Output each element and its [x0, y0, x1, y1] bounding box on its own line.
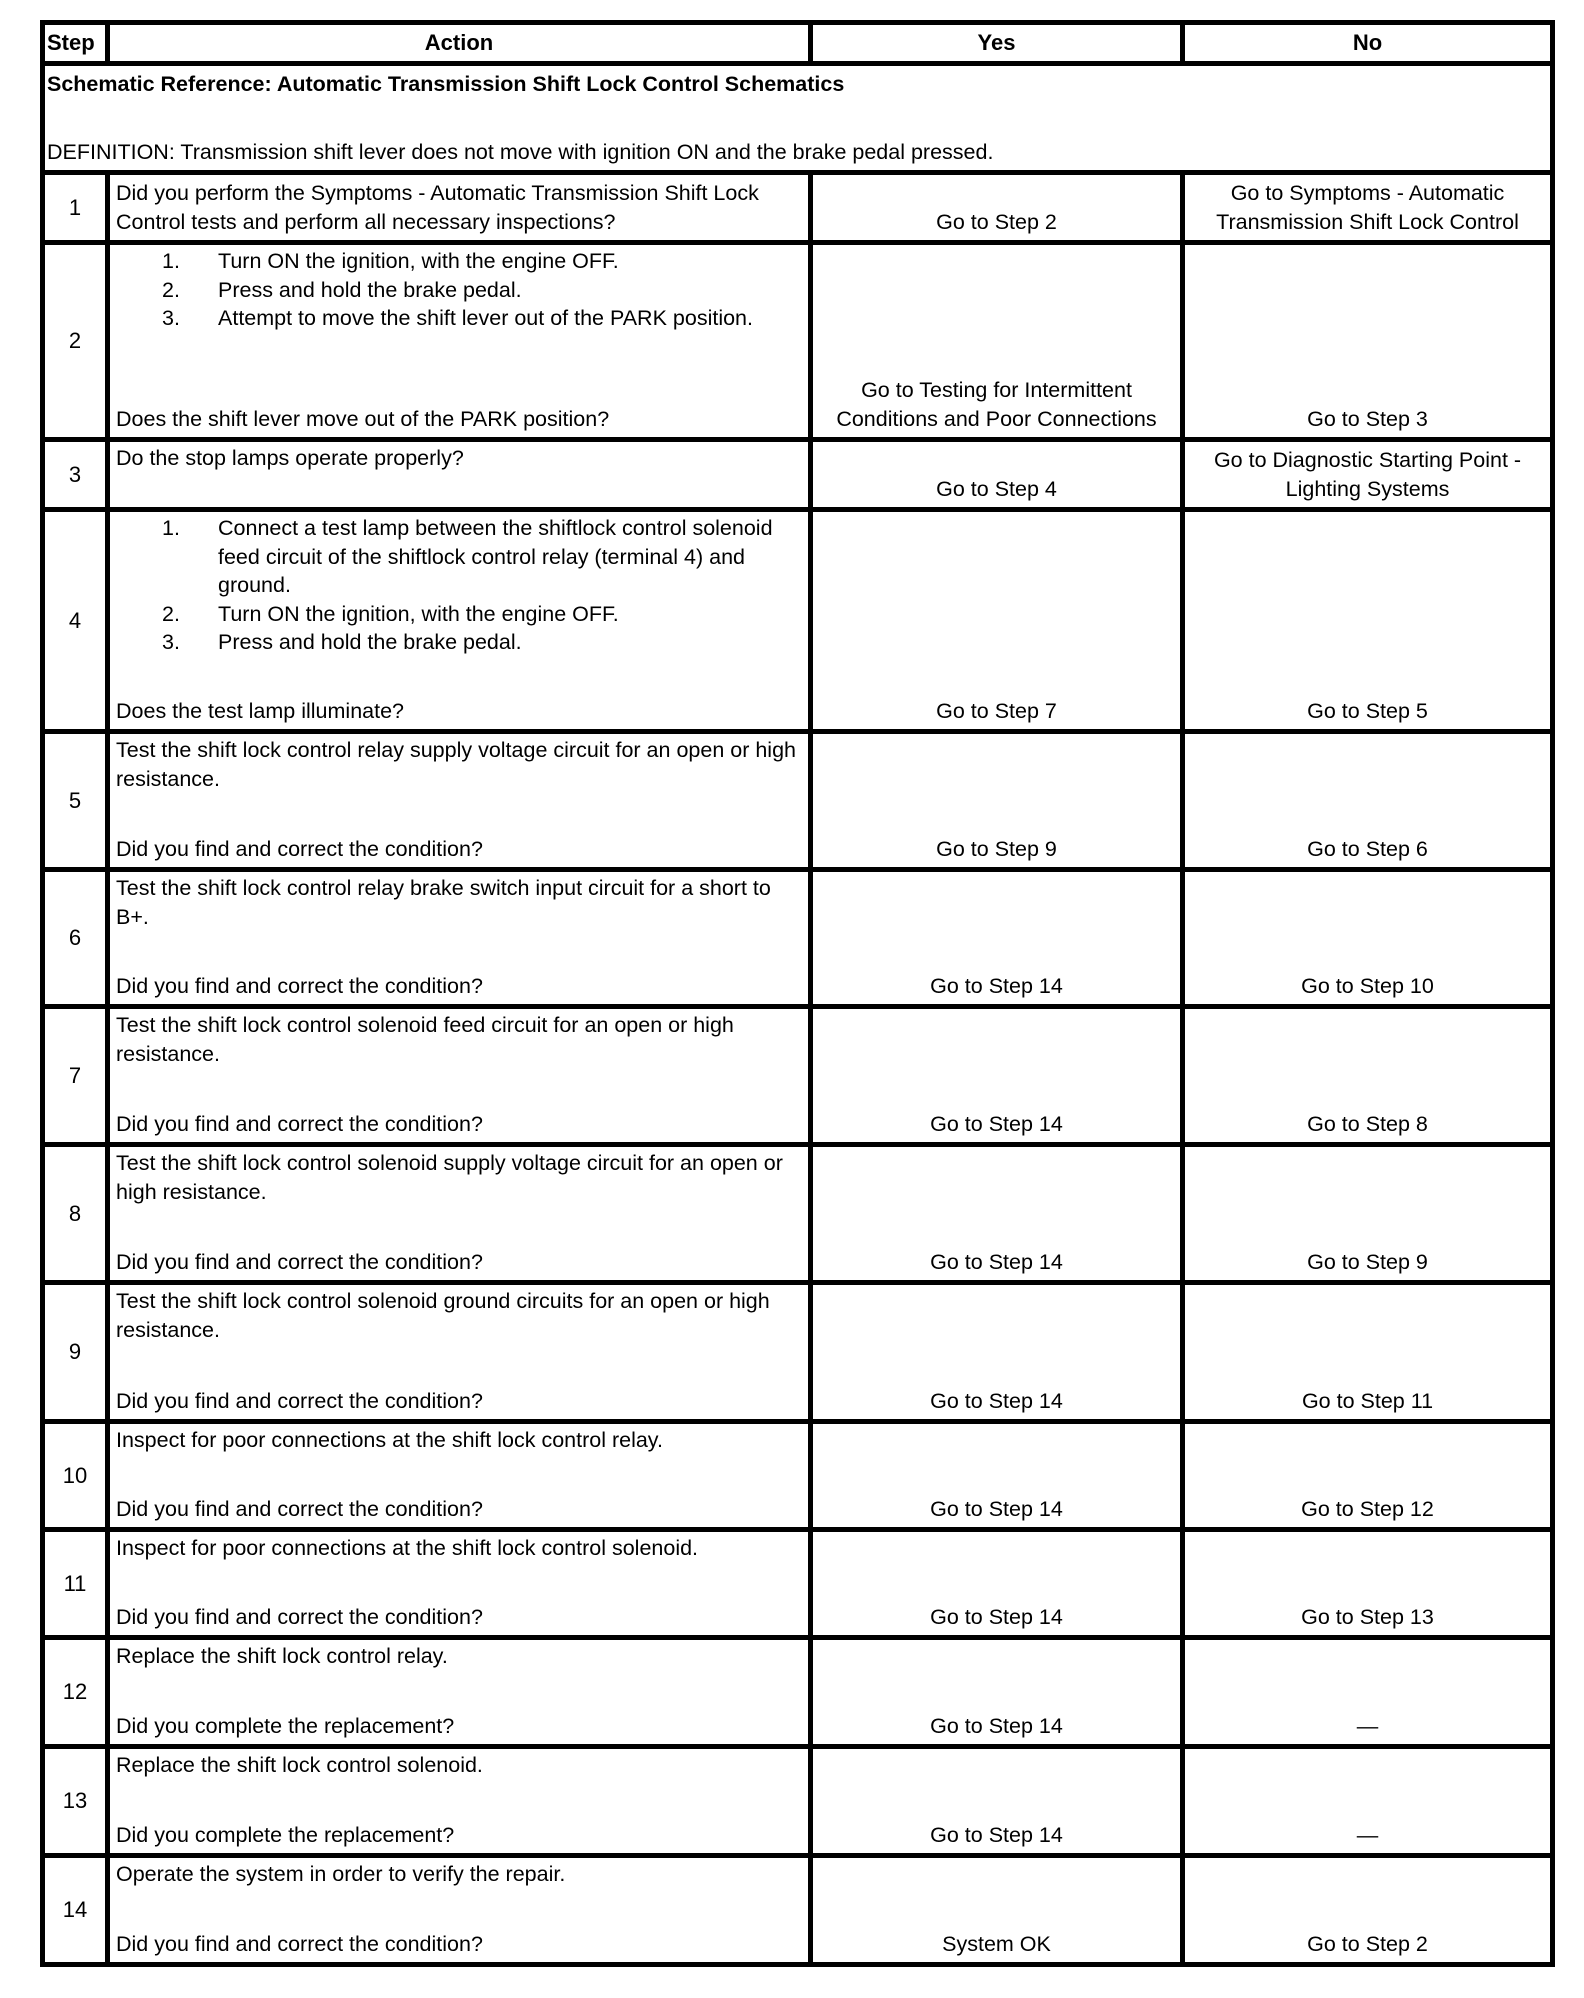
header-no: No	[1180, 20, 1555, 66]
list-text: Turn ON the ignition, with the engine OFF.	[218, 249, 619, 273]
yes-cell	[808, 1853, 1185, 1967]
list-number: 3.	[162, 306, 180, 330]
action-question: Did you find and correct the condition?	[116, 973, 483, 998]
no-result: Go to Diagnostic Starting Point - Lighting Systems	[1213, 448, 1522, 501]
step-number: 1	[68, 194, 82, 220]
yes-cell	[808, 437, 1185, 512]
step-number: 8	[68, 1200, 82, 1226]
no-result: Go to Step 9	[1307, 1249, 1428, 1274]
action-cell	[105, 1419, 813, 1532]
action-question: Did you complete the replacement?	[116, 1713, 455, 1738]
step-number: 7	[68, 1062, 82, 1088]
yes-cell	[808, 240, 1185, 442]
no-result: Go to Step 13	[1301, 1604, 1434, 1629]
action-step-item	[116, 304, 802, 333]
action-question: Did you complete the replacement?	[116, 1822, 455, 1847]
step-number: 13	[62, 1788, 88, 1813]
no-cell	[1180, 1635, 1555, 1749]
step-number: 5	[68, 787, 82, 813]
step-number-cell	[40, 1419, 110, 1532]
action-instruction: Test the shift lock control solenoid feed circuit for an open or high resistance.	[116, 1013, 734, 1066]
action-cell	[105, 170, 813, 245]
action-step-item	[116, 514, 802, 600]
yes-result: Go to Step 14	[930, 1249, 1063, 1274]
yes-result: Go to Step 4	[936, 476, 1057, 501]
action-cell	[105, 1744, 813, 1858]
no-result: Go to Step 12	[1301, 1496, 1434, 1521]
action-question: Did you find and correct the condition?	[116, 1388, 483, 1413]
action-question: Did you find and correct the condition?	[116, 1931, 483, 1956]
no-result: Go to Step 3	[1307, 406, 1428, 431]
action-instruction: Replace the shift lock control relay.	[116, 1644, 448, 1668]
action-cell	[105, 1142, 813, 1285]
step-number-cell	[40, 240, 110, 442]
list-number: 2.	[162, 601, 180, 626]
action-question: Did you find and correct the condition?	[116, 1111, 483, 1136]
step-number-cell	[40, 1280, 110, 1424]
no-cell	[1180, 240, 1555, 442]
action-body	[116, 736, 802, 793]
action-body	[116, 1642, 802, 1671]
step-number-cell	[40, 437, 110, 512]
step-number: 2	[68, 328, 82, 353]
yes-result: Go to Step 9	[936, 836, 1057, 861]
yes-cell	[808, 867, 1185, 1009]
no-result: Go to Step 10	[1301, 973, 1434, 998]
action-cell	[105, 729, 813, 872]
definition-text: DEFINITION: Transmission shift lever does not move with ignition ON and the brake pedal pressed.	[47, 140, 994, 164]
action-instruction: Replace the shift lock control solenoid.	[116, 1753, 483, 1777]
step-number: 4	[68, 607, 82, 633]
step-number-cell	[40, 1142, 110, 1285]
step-number-cell	[40, 1853, 110, 1967]
action-instruction: Test the shift lock control solenoid supply voltage circuit for an open or high resistance.	[116, 1151, 783, 1204]
action-question: Did you find and correct the condition?	[116, 1496, 483, 1521]
yes-cell	[808, 1004, 1185, 1147]
action-steps-list	[116, 514, 802, 657]
yes-cell	[808, 729, 1185, 872]
action-instruction: Test the shift lock control relay supply voltage circuit for an open or high resistance.	[116, 738, 796, 791]
action-step-item	[116, 600, 802, 629]
action-question: Did you find and correct the condition?	[116, 836, 483, 861]
no-cell	[1180, 1419, 1555, 1532]
yes-result: Go to Step 14	[930, 1496, 1063, 1521]
header-yes: Yes	[808, 20, 1185, 66]
list-text: Connect a test lamp between the shiftlock control solenoid feed circuit of the shiftlock control relay (terminal 4) and ground.	[218, 516, 773, 597]
step-number-cell	[40, 1004, 110, 1147]
schematic-reference: Schematic Reference: Automatic Transmission Shift Lock Control Schematics	[47, 72, 845, 96]
step-number-cell	[40, 1744, 110, 1858]
step-number: 9	[68, 1339, 82, 1364]
action-cell	[105, 437, 813, 512]
action-cell	[105, 1853, 813, 1967]
list-text: Press and hold the brake pedal.	[218, 630, 522, 654]
action-step-item	[116, 628, 802, 657]
no-cell	[1180, 1004, 1555, 1147]
action-cell	[105, 1004, 813, 1147]
header-action: Action	[105, 20, 813, 66]
step-number-cell	[40, 1527, 110, 1640]
list-number: 2.	[162, 277, 180, 302]
action-question: Did you find and correct the condition?	[116, 1249, 483, 1274]
yes-result: Go to Step 14	[930, 1822, 1063, 1847]
yes-result: Go to Step 14	[930, 1388, 1063, 1413]
step-number-cell	[40, 867, 110, 1009]
yes-cell	[808, 1280, 1185, 1424]
step-number: 3	[68, 461, 82, 487]
step-number-cell	[40, 170, 110, 245]
action-body	[116, 247, 802, 333]
action-instruction: Test the shift lock control relay brake switch input circuit for a short to B+.	[116, 876, 771, 929]
action-question: Does the shift lever move out of the PARK position?	[116, 406, 610, 431]
action-step-item	[116, 276, 802, 305]
step-number-cell	[40, 1635, 110, 1749]
action-cell	[105, 1280, 813, 1424]
action-body	[116, 444, 802, 473]
list-number: 3.	[162, 630, 180, 654]
yes-result: Go to Step 14	[930, 1604, 1063, 1629]
no-cell	[1180, 1142, 1555, 1285]
action-instruction: Do the stop lamps operate properly?	[116, 446, 464, 470]
step-number-cell	[40, 729, 110, 872]
yes-result: Go to Step 7	[936, 698, 1057, 723]
action-instruction: Inspect for poor connections at the shift lock control relay.	[116, 1428, 663, 1452]
step-number-cell	[40, 507, 110, 734]
action-question: Did you perform the Symptoms - Automatic Transmission Shift Lock Control tests and perform all necessary inspections?	[116, 181, 759, 234]
action-body	[116, 1426, 802, 1455]
action-body	[116, 514, 802, 657]
action-body	[116, 1287, 802, 1344]
no-result: Go to Step 5	[1307, 698, 1428, 723]
action-cell	[105, 1635, 813, 1749]
action-cell	[105, 1527, 813, 1640]
list-text: Press and hold the brake pedal.	[218, 277, 522, 302]
yes-cell	[808, 1744, 1185, 1858]
no-cell	[1180, 1744, 1555, 1858]
no-cell	[1180, 437, 1555, 512]
action-question: Did you find and correct the condition?	[116, 1604, 483, 1629]
no-result: Go to Symptoms - Automatic Transmission Shift Lock Control	[1216, 181, 1519, 234]
action-body	[116, 1149, 802, 1206]
action-step-item	[116, 247, 802, 276]
yes-result: Go to Step 14	[930, 1713, 1063, 1738]
yes-result: Go to Step 14	[930, 973, 1063, 998]
no-result: Go to Step 8	[1307, 1111, 1428, 1136]
list-text: Attempt to move the shift lever out of the PARK position.	[218, 306, 753, 330]
yes-cell	[808, 1527, 1185, 1640]
yes-result: Go to Step 14	[930, 1111, 1063, 1136]
schematic-definition-row	[40, 61, 1555, 175]
action-body	[116, 1534, 802, 1563]
action-instruction: Test the shift lock control solenoid ground circuits for an open or high resistance.	[116, 1289, 770, 1342]
action-body	[116, 874, 802, 931]
action-cell	[105, 867, 813, 1009]
action-question: Does the test lamp illuminate?	[116, 698, 405, 723]
no-cell	[1180, 507, 1555, 734]
step-number: 6	[68, 925, 82, 950]
yes-result: System OK	[942, 1931, 1051, 1956]
step-number: 10	[62, 1462, 88, 1488]
no-cell	[1180, 729, 1555, 872]
no-cell	[1180, 170, 1555, 245]
yes-cell	[808, 1635, 1185, 1749]
yes-result: Go to Step 2	[936, 209, 1057, 234]
action-body	[116, 1860, 802, 1889]
yes-cell	[808, 507, 1185, 734]
step-number: 12	[62, 1679, 88, 1704]
no-cell	[1180, 1280, 1555, 1424]
action-steps-list	[116, 247, 802, 333]
list-number: 1.	[162, 516, 180, 540]
header-step: Step	[40, 20, 110, 66]
no-result: —	[1356, 1822, 1379, 1847]
no-result: Go to Step 6	[1307, 836, 1428, 861]
action-cell	[105, 240, 813, 442]
action-body	[116, 1751, 802, 1780]
action-body	[116, 1011, 802, 1068]
no-cell	[1180, 1527, 1555, 1640]
list-text: Turn ON the ignition, with the engine OFF.	[218, 601, 619, 626]
no-result: Go to Step 11	[1301, 1388, 1434, 1413]
yes-cell	[808, 1419, 1185, 1532]
yes-cell	[808, 1142, 1185, 1285]
step-number: 14	[62, 1897, 88, 1922]
yes-result: Go to Testing for Intermittent Conditions and Poor Connections	[836, 378, 1157, 431]
no-result: —	[1356, 1713, 1379, 1738]
no-result: Go to Step 2	[1307, 1931, 1428, 1956]
list-number: 1.	[162, 249, 180, 273]
action-instruction: Operate the system in order to verify the repair.	[116, 1862, 566, 1886]
action-instruction: Inspect for poor connections at the shift lock control solenoid.	[116, 1536, 699, 1560]
no-cell	[1180, 867, 1555, 1009]
step-number: 11	[63, 1570, 87, 1596]
yes-cell	[808, 170, 1185, 245]
no-cell	[1180, 1853, 1555, 1967]
action-cell	[105, 507, 813, 734]
